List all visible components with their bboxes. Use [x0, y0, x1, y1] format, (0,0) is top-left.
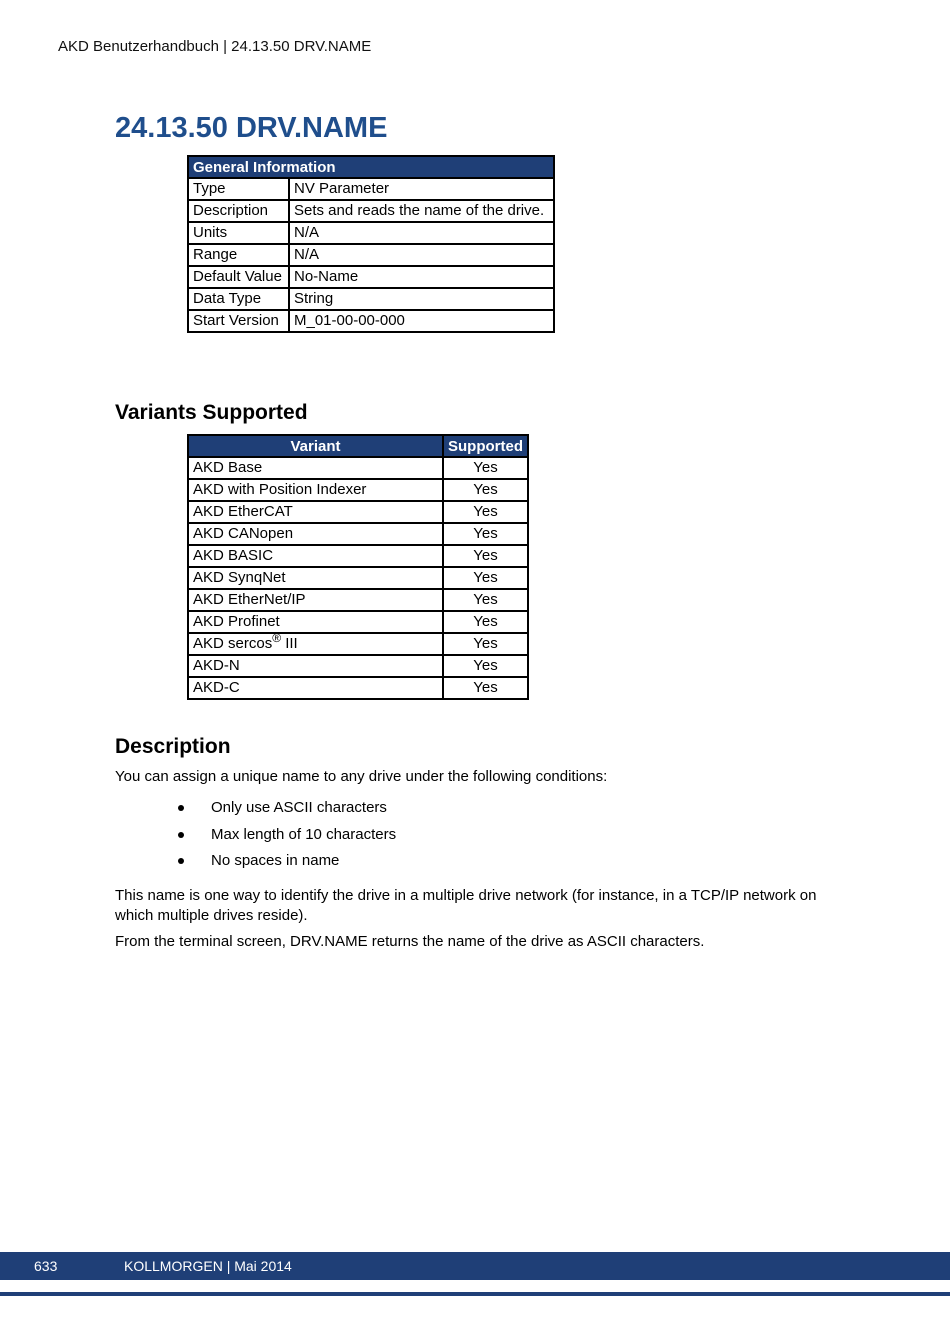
bullet-icon: [178, 858, 184, 864]
table-row: [188, 288, 554, 310]
footer-divider: [0, 1292, 950, 1296]
table-row: [188, 589, 528, 611]
list-item: [178, 797, 396, 824]
variant-cell: [188, 633, 443, 655]
info-value: M_01-00-00-000: [289, 310, 554, 332]
table-row: [188, 567, 528, 589]
supported-cell: Yes: [443, 567, 528, 589]
variants-table: [187, 434, 529, 700]
list-item: [178, 824, 396, 851]
supported-cell: Yes: [443, 589, 528, 611]
table-row: [188, 523, 528, 545]
supported-cell: Yes: [443, 501, 528, 523]
description-heading: Description: [115, 735, 231, 758]
table-row: [188, 310, 554, 332]
variant-column-header: Variant: [188, 435, 443, 457]
info-value: NV Parameter: [289, 178, 554, 200]
table-row: [188, 655, 528, 677]
table-row: [188, 479, 528, 501]
bullet-icon: [178, 832, 184, 838]
description-paragraph: This name is one way to identify the drive in a multiple drive network (for instance, in a TCP/IP network on which multiple drives reside).: [115, 887, 817, 924]
description-intro: You can assign a unique name to any drive under the following conditions:: [115, 768, 608, 785]
variant-cell: AKD CANopen: [188, 523, 443, 545]
supported-cell: Yes: [443, 545, 528, 567]
variant-cell: AKD BASIC: [188, 545, 443, 567]
list-item-text: Max length of 10 characters: [211, 825, 397, 843]
table-row: [188, 244, 554, 266]
list-item-text: No spaces in name: [211, 852, 340, 869]
info-value: String: [289, 288, 554, 310]
variant-cell: AKD-C: [188, 677, 443, 699]
table-row: [188, 222, 554, 244]
table-row: [188, 200, 554, 222]
info-key: Data Type: [188, 288, 289, 310]
info-key: Range: [188, 244, 289, 266]
footer-band: [0, 1252, 950, 1280]
supported-cell: Yes: [443, 457, 528, 479]
info-key: Type: [188, 178, 289, 200]
table-row: [188, 545, 528, 567]
table-row: [188, 266, 554, 288]
table-row: [188, 457, 528, 479]
bullet-icon: [178, 805, 184, 811]
supported-cell: Yes: [443, 479, 528, 501]
variant-cell: AKD Base: [188, 457, 443, 479]
variant-cell: AKD SynqNet: [188, 567, 443, 589]
page-number: 633: [34, 1258, 58, 1274]
variant-cell: AKD EtherNet/IP: [188, 589, 443, 611]
info-key: Description: [188, 200, 289, 222]
supported-cell: Yes: [443, 633, 528, 655]
conditions-list: [178, 797, 396, 877]
supported-column-header: Supported: [443, 435, 528, 457]
info-value: No-Name: [289, 266, 554, 288]
variants-heading: Variants Supported: [115, 401, 308, 424]
supported-cell: Yes: [443, 611, 528, 633]
table-row: [188, 611, 528, 633]
variant-name: AKD sercos: [193, 635, 273, 652]
supported-cell: Yes: [443, 523, 528, 545]
footer-brand: KOLLMORGEN | Mai 2014: [124, 1258, 292, 1274]
running-header: AKD Benutzerhandbuch | 24.13.50 DRV.NAME: [58, 38, 372, 55]
variant-suffix: III: [281, 635, 298, 652]
info-key: Default Value: [188, 266, 289, 288]
general-info-heading: General Information: [188, 156, 554, 178]
page-title: 24.13.50 DRV.NAME: [115, 112, 388, 144]
table-row: [188, 501, 528, 523]
info-key: Units: [188, 222, 289, 244]
info-value: N/A: [289, 244, 554, 266]
info-key: Start Version: [188, 310, 289, 332]
table-row: [188, 677, 528, 699]
registered-mark: ®: [272, 631, 282, 645]
variant-cell: AKD Profinet: [188, 611, 443, 633]
table-row: [188, 633, 528, 655]
table-row: [188, 178, 554, 200]
variant-cell: AKD EtherCAT: [188, 501, 443, 523]
info-value: Sets and reads the name of the drive.: [289, 200, 554, 222]
list-item: [178, 850, 396, 877]
variant-cell: AKD-N: [188, 655, 443, 677]
variant-cell: AKD with Position Indexer: [188, 479, 443, 501]
list-item-text: Only use ASCII characters: [211, 799, 387, 816]
supported-cell: Yes: [443, 655, 528, 677]
description-paragraph: From the terminal screen, DRV.NAME returns the name of the drive as ASCII characters.: [115, 933, 705, 950]
info-value: N/A: [289, 222, 554, 244]
general-info-table: [187, 155, 555, 333]
supported-cell: Yes: [443, 677, 528, 699]
